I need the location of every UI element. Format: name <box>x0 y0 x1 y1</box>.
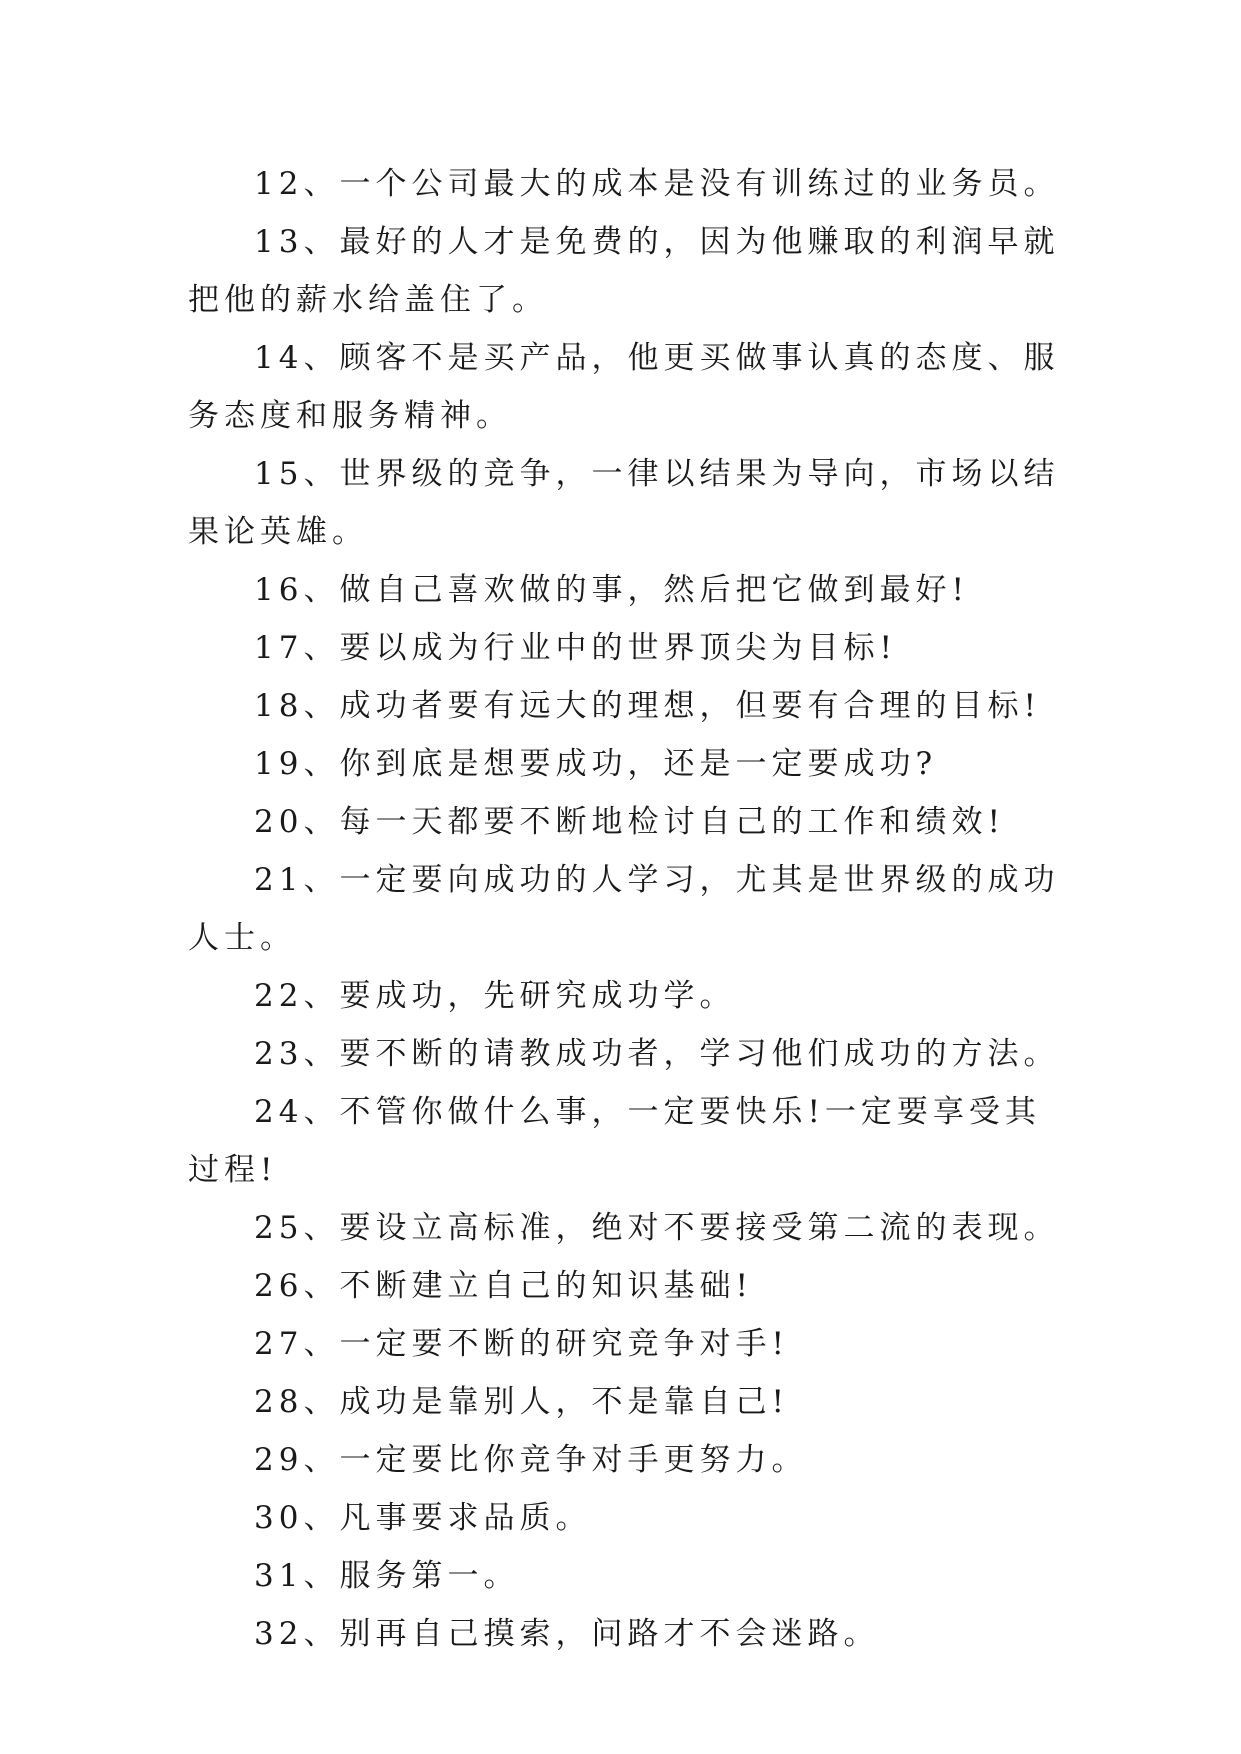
paragraph: 28、成功是靠别人，不是靠自己! <box>254 1384 789 1420</box>
paragraph: 15、世界级的竞争，一律以结果为导向，市场以结果论英雄。 <box>188 456 1060 550</box>
paragraph: 30、凡事要求品质。 <box>254 1500 592 1536</box>
paragraph: 17、要以成为行业中的世界顶尖为目标! <box>254 630 897 666</box>
paragraph: 12、一个公司最大的成本是没有训练过的业务员。 <box>254 166 1060 202</box>
paragraph: 16、做自己喜欢做的事，然后把它做到最好! <box>254 572 969 608</box>
paragraph: 21、一定要向成功的人学习，尤其是世界级的成功人士。 <box>188 862 1060 956</box>
paragraph: 31、服务第一。 <box>254 1558 520 1594</box>
document-body <box>188 155 1068 1663</box>
paragraph: 14、顾客不是买产品，他更买做事认真的态度、服务态度和服务精神。 <box>188 340 1060 434</box>
paragraph: 29、一定要比你竞争对手更努力。 <box>254 1442 808 1478</box>
paragraph: 26、不断建立自己的知识基础! <box>254 1268 753 1304</box>
paragraph: 18、成功者要有远大的理想，但要有合理的目标! <box>254 688 1041 724</box>
paragraph: 20、每一天都要不断地检讨自己的工作和绩效! <box>254 804 1005 840</box>
paragraph: 23、要不断的请教成功者，学习他们成功的方法。 <box>254 1036 1060 1072</box>
paragraph: 27、一定要不断的研究竞争对手! <box>254 1326 789 1362</box>
paragraph: 25、要设立高标准，绝对不要接受第二流的表现。 <box>254 1210 1060 1246</box>
paragraph: 22、要成功，先研究成功学。 <box>254 978 736 1014</box>
paragraph: 32、别再自己摸索，问路才不会迷路。 <box>254 1616 880 1652</box>
paragraph: 13、最好的人才是免费的，因为他赚取的利润早就把他的薪水给盖住了。 <box>188 224 1060 318</box>
paragraph: 19、你到底是想要成功，还是一定要成功? <box>254 746 938 782</box>
paragraph: 24、不管你做什么事，一定要快乐!一定要享受其过程! <box>188 1094 1041 1188</box>
